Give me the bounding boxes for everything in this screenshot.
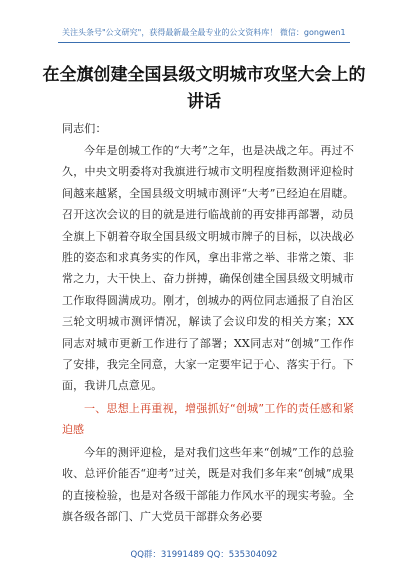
- header-divider: [58, 42, 350, 43]
- section-heading: 一、思想上再重视，增强抓好“创城”工作的责任感和紧迫感: [62, 402, 354, 437]
- document-title: 在全旗创建全国县级文明城市攻坚大会上的讲话: [42, 65, 366, 112]
- paragraph-1: 今年是创城工作的“大考”之年，也是决战之年。再过不久，中央文明委将对我旗进行城市文明程度指数测评迎检时间越来越紧，全国县级文明城市测评“大考”已经迫在眉睫。召开这次会议的目的就是进行临战前的再安排再部署，动员全旗上下朝着夺取全国县级文明城市牌子的目标，以决战必胜的姿态和求真务实的作风，拿出非常之举、非常之策、非常之力，大干快上、奋力拼搏，确保创建全国县级文明城市工作取得圆满成功。刚才，创城办的两位同志通报了自治区三轮文明城市测评情况，解读了会议印发的相关方案；XX同志对城市更新工作进行了部署；XX同志对“创城”工作作了安排，我完全同意，大家一定要牢记于心、落实于行。下面，我讲几点意见。: [62, 144, 354, 393]
- paragraph-2: 今年的测评迎检，是对我们这些年来“创城”工作的总验收、总评价能否“迎考”过关，既是对我们多年来“创城”成果的直接检验，也是对各级干部能力作风水平的现实考验。全旗各级各部门、广大党员干部群众务必要: [62, 446, 354, 524]
- header-banner: 关注头条号"公文研究"，获得最新最全最专业的公文资料库！ 微信：gongwen1: [62, 28, 346, 37]
- salutation: 同志们：: [62, 122, 107, 135]
- footer-contact: QQ群：31991489 QQ：535304092: [130, 550, 278, 560]
